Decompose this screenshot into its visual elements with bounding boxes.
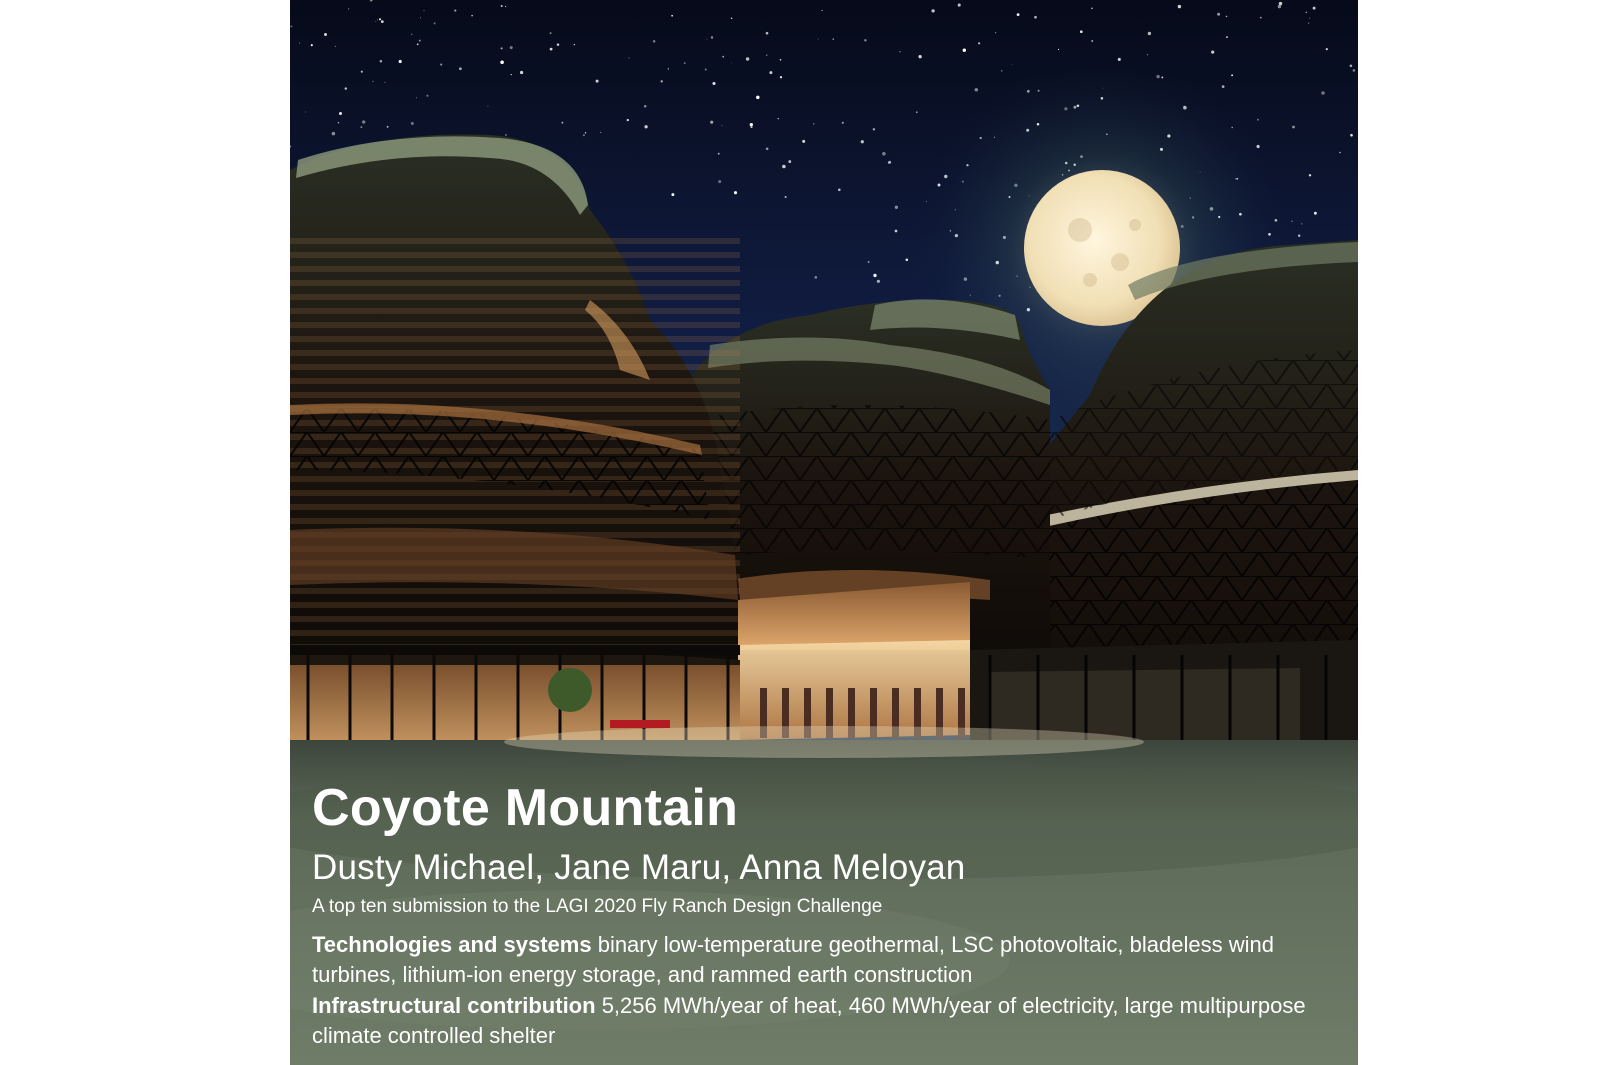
caption-block [290,760,1358,1065]
contribution-text: 5,256 MWh/year of heat, 460 MWh/year of electricity, large multipurpose climate controlled shelter [312,993,1306,1048]
project-title: Coyote Mountain [312,779,739,837]
project-authors: Dusty Michael, Jane Maru, Anna Meloyan [312,848,966,887]
technologies-text: binary low-temperature geothermal, LSC photovoltaic, bladeless wind turbines, lithium-ion energy storage, and rammed earth construction [312,932,1274,987]
contribution-paragraph [312,991,1322,1051]
poster-image [290,0,1358,1065]
technologies-paragraph [312,930,1322,990]
contribution-label: Infrastructural contribution [312,993,596,1018]
project-subtitle: A top ten submission to the LAGI 2020 Fly Ranch Design Challenge [312,896,883,917]
technologies-label: Technologies and systems [312,932,592,957]
